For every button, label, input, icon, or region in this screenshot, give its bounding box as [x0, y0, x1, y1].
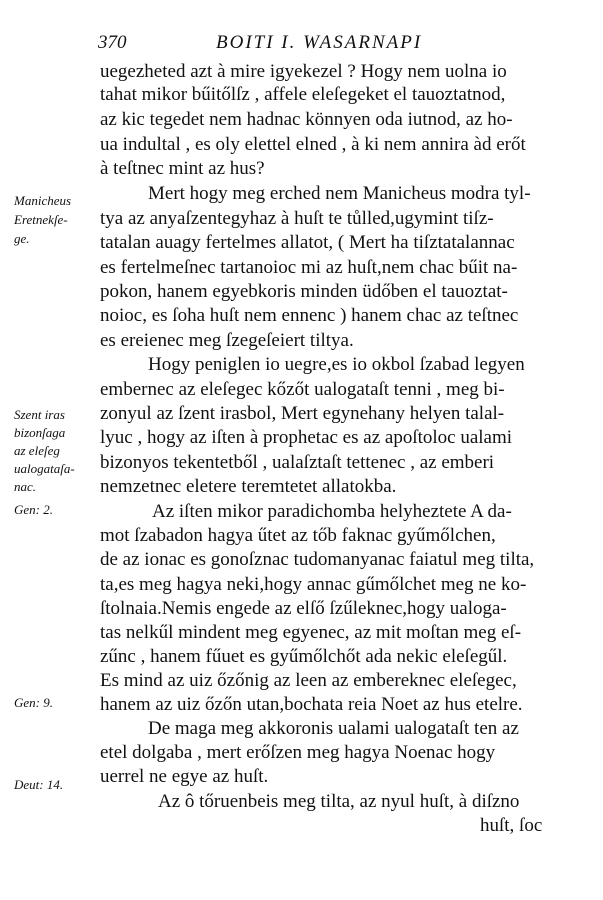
text-line: de az ionac es gonoſznac tudomanyanac faiatul meg tilta,: [100, 549, 535, 570]
text-line: uegezheted azt à mire igyekezel ? Hogy nem uolna io: [100, 61, 507, 82]
page-number: 370: [98, 32, 127, 53]
text-line: embernec az eleſegec kőzőt ualogataſt tenni , meg bi-: [100, 379, 505, 400]
text-line: nemzetnec eletere teremtetet allatokba.: [100, 476, 397, 497]
text-line: à teſtnec mint az hus?: [100, 158, 265, 179]
margin-note: Gen: 9.: [14, 695, 53, 710]
running-title: BOITI I. WASARNAPI: [216, 32, 423, 53]
text-line: uerrel ne egye az huſt.: [100, 766, 269, 787]
text-line: es fertelmeſnec tartanoioc mi az huſt,nem chac bűit na-: [100, 257, 518, 278]
text-line: ta,es meg hagya neki,hogy annac gűmőlchet meg ne ko-: [100, 574, 527, 595]
text-line: etel dolgaba , mert erőſzen meg hagya Noenac hogy: [100, 742, 496, 763]
text-line: tahat mikor bűitőlſz , affele eleſegeket el tauoztatnod,: [100, 84, 506, 105]
text-line: Az ô tőruenbeis meg tilta, az nyul huſt, à diſzno: [158, 791, 520, 812]
margin-note: Szent iras: [14, 407, 65, 422]
text-line: Mert hogy meg erched nem Manicheus modra tyl-: [148, 183, 531, 204]
margin-note: bizonſaga: [14, 425, 66, 440]
margin-note: Gen: 2.: [14, 502, 53, 517]
text-line: Es mind az uiz őzőnig az leen az embereknec eleſegec,: [100, 670, 517, 691]
margin-note: nac.: [14, 479, 37, 494]
text-line: Az iſten mikor paradichomba helyheztete A da-: [152, 501, 512, 522]
text-line: hanem az uiz őzőn utan,bochata reia Noet az hus etelre.: [100, 694, 523, 715]
text-line: bizonyos tekentetből , ualaſztaſt tettenec , az emberi: [100, 452, 495, 473]
margin-note: Deut: 14.: [14, 777, 64, 792]
text-line: tya az anyaſzentegyhaz à huſt te tůlled,ugymint tiſz-: [100, 208, 494, 229]
text-line: zonyul az ſzent irasbol, Mert egynehany helyen talal-: [100, 403, 505, 424]
text-line: pokon, hanem egyebkoris minden üdőben el tauoztat-: [100, 281, 508, 302]
text-line: Hogy peniglen io uegre,es io okbol ſzabad legyen: [148, 354, 525, 375]
text-line: huſt, ſoc: [480, 815, 543, 836]
text-line: tatalan auagy fertelmes allatot, ( Mert ha tiſztatalannac: [100, 232, 515, 253]
margin-note: Eretnekſe-: [14, 212, 68, 227]
margin-note: az eleſeg: [14, 443, 60, 458]
text-line: az kic tegedet nem hadnac könnyen oda iutnod, az ho-: [100, 109, 513, 130]
text-line: ſtolnaia.Nemis engede az elſő ſzűleknec,hogy ualoga-: [100, 598, 507, 619]
text-line: es ereienec meg ſzegeſeiert tiltya.: [100, 330, 354, 351]
text-line: mot ſzabadon hagya űtet az tőb faknac gyűmőlchen,: [100, 525, 496, 546]
margin-note: ualogataſa-: [14, 461, 75, 476]
margin-note: ge.: [14, 231, 30, 246]
text-line: ua indultal , es oly elettel elned , à ki nem annira àd erőt: [100, 134, 526, 155]
text-line: noioc, es ſoha huſt nem ennenc ) hanem chac az teſtnec: [100, 305, 519, 326]
text-line: tas nelkűl mindent meg egyenec, az mit moſtan meg eſ-: [100, 622, 522, 643]
margin-note: Manicheus: [14, 193, 72, 208]
text-line: De maga meg akkoronis ualami ualogataſt ten az: [148, 718, 519, 739]
text-line: lyuc , hogy az iſten à prophetac es az apoſtoloc ualami: [100, 427, 513, 448]
text-line: zűnc , hanem fűuet es gyűmőlchőt ada nekic eleſegűl.: [100, 646, 508, 667]
